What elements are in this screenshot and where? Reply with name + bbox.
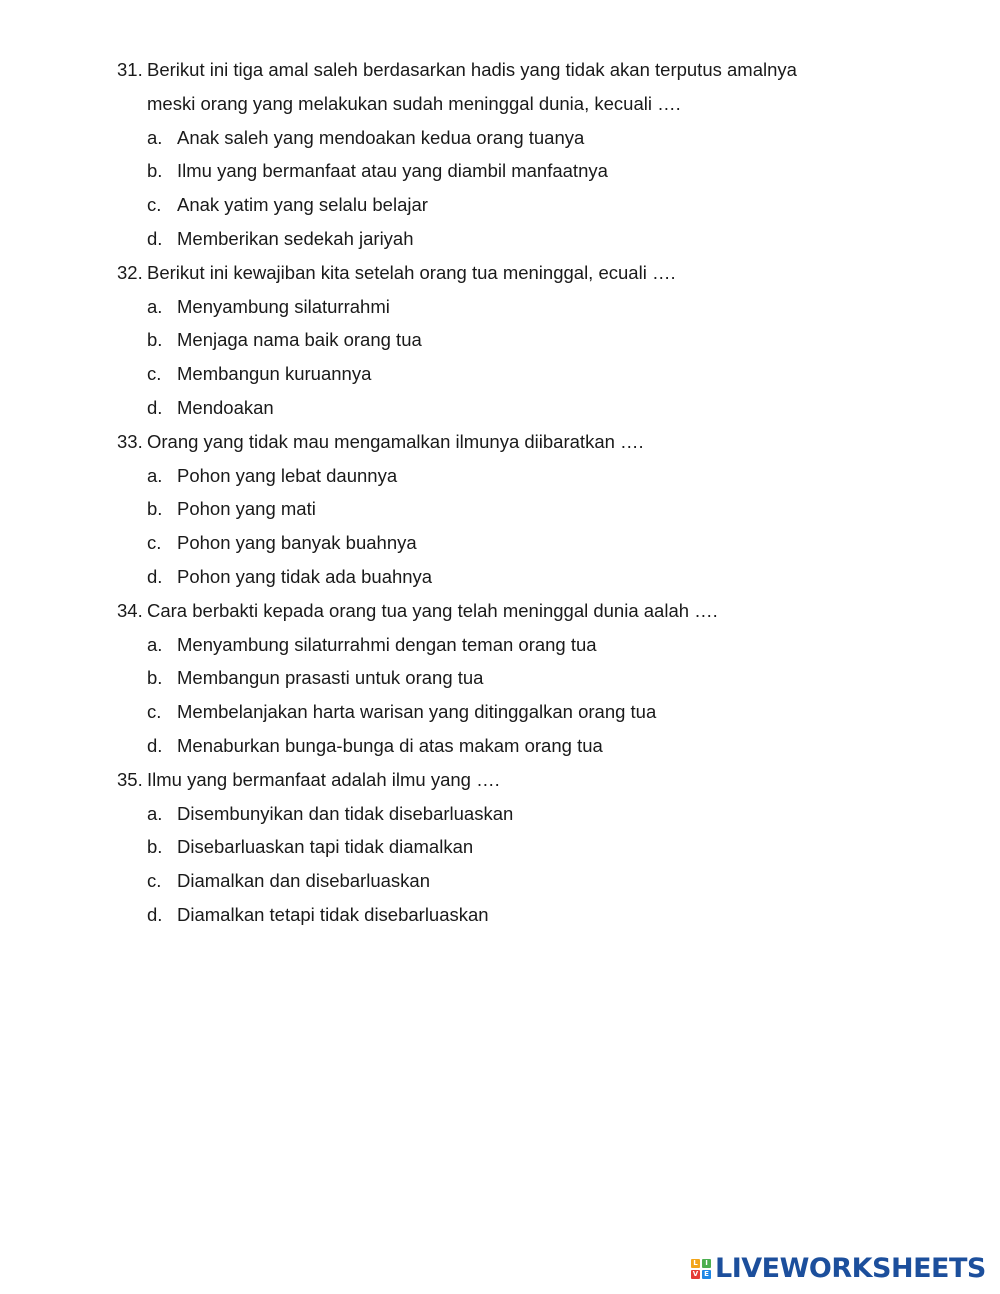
option-a[interactable] [147,628,877,662]
option-text: Pohon yang mati [177,498,316,520]
option-letter: c. [147,363,162,385]
option-text: Anak yatim yang selalu belajar [177,194,428,216]
option-b[interactable] [147,323,877,357]
option-letter: a. [147,464,163,486]
option-text: Disembunyikan dan tidak disebarluaskan [177,802,514,824]
option-letter: c. [147,701,162,723]
option-letter: a. [147,126,163,148]
option-list [117,121,877,256]
option-letter: b. [147,836,163,858]
option-text: Anak saleh yang mendoakan kedua orang tuanya [177,126,585,148]
question-32 [117,256,877,425]
option-letter: b. [147,160,163,182]
option-letter: c. [147,532,162,554]
option-text: Membangun kuruannya [177,363,372,385]
question-31 [117,53,877,256]
option-list [117,628,877,763]
option-letter: c. [147,194,162,216]
option-letter: d. [147,903,163,925]
question-35 [117,763,877,932]
option-letter: a. [147,295,163,317]
option-text: Mendoakan [177,396,274,418]
option-letter: d. [147,565,163,587]
option-c[interactable] [147,695,877,729]
quiz-content [117,53,877,932]
question-text: Cara berbakti kepada orang tua yang telah meninggal dunia aalah …. [147,599,718,621]
option-text: Diamalkan tetapi tidak disebarluaskan [177,903,489,925]
liveworksheets-logo [691,1254,986,1284]
logo-mark-tile: E [702,1270,711,1279]
question-34 [117,594,877,763]
option-list [117,797,877,932]
question-text: Berikut ini tiga amal saleh berdasarkan hadis yang tidak akan terputus amalnya [147,59,797,80]
option-d[interactable] [147,729,877,763]
question-number: 34. [117,599,143,621]
option-text: Pohon yang tidak ada buahnya [177,565,433,587]
option-text: Menyambung silaturrahmi [177,295,390,317]
option-b[interactable] [147,492,877,526]
option-text: Membangun prasasti untuk orang tua [177,667,484,689]
option-d[interactable] [147,391,877,425]
option-letter: b. [147,498,163,520]
question-33 [117,425,877,594]
option-b[interactable] [147,830,877,864]
logo-mark-tile: V [692,1270,699,1278]
option-d[interactable] [147,898,877,932]
option-text: Menyambung silaturrahmi dengan teman orang tua [177,633,597,655]
option-a[interactable] [147,121,877,155]
option-b[interactable] [147,661,877,695]
question-text-line [117,53,877,87]
question-text: Ilmu yang bermanfaat adalah ilmu yang …. [147,768,500,790]
option-letter: d. [147,734,163,756]
option-text: Menjaga nama baik orang tua [177,329,422,351]
option-c[interactable] [147,188,877,222]
option-text: Menaburkan bunga-bunga di atas makam orang tua [177,734,603,756]
option-letter: b. [147,329,163,351]
question-number: 35. [117,768,143,790]
option-text: Ilmu yang bermanfaat atau yang diambil manfaatnya [177,160,608,182]
option-list [117,290,877,425]
option-d[interactable] [147,560,877,594]
question-text-line [117,425,877,459]
question-text: Orang yang tidak mau mengamalkan ilmunya diibaratkan …. [147,430,644,452]
option-c[interactable] [147,357,877,391]
option-text: Membelanjakan harta warisan yang ditinggalkan orang tua [177,701,657,723]
question-text: meski orang yang melakukan sudah meninggal dunia, kecuali …. [147,92,681,114]
question-text-line [117,763,877,797]
option-letter: a. [147,633,163,655]
option-a[interactable] [147,290,877,324]
option-letter: c. [147,870,162,892]
option-letter: d. [147,396,163,418]
option-text: Pohon yang banyak buahnya [177,532,417,554]
option-a[interactable] [147,797,877,831]
option-c[interactable] [147,864,877,898]
logo-mark-tile: L [691,1259,700,1268]
question-text: Berikut ini kewajiban kita setelah orang tua meninggal, ecuali …. [147,261,676,283]
option-letter: d. [147,227,163,249]
question-text-line [117,594,877,628]
question-number [117,87,147,121]
option-d[interactable] [147,222,877,256]
option-text: Diamalkan dan disebarluaskan [177,870,430,892]
option-b[interactable] [147,154,877,188]
option-text: Memberikan sedekah jariyah [177,227,414,249]
option-text: Pohon yang lebat daunnya [177,464,398,486]
question-number: 33. [117,430,143,452]
logo-text: LIVEWORKSHEETS [715,1253,986,1284]
question-number: 32. [117,261,143,283]
option-c[interactable] [147,526,877,560]
option-a[interactable] [147,459,877,493]
logo-mark-icon [691,1259,711,1279]
logo-mark-tile: I [702,1259,711,1268]
question-text-line [117,256,877,290]
option-list [117,459,877,594]
option-letter: a. [147,802,163,824]
option-letter: b. [147,667,163,689]
question-number: 31. [117,59,143,80]
question-text-line [117,87,877,121]
option-text: Disebarluaskan tapi tidak diamalkan [177,836,474,858]
